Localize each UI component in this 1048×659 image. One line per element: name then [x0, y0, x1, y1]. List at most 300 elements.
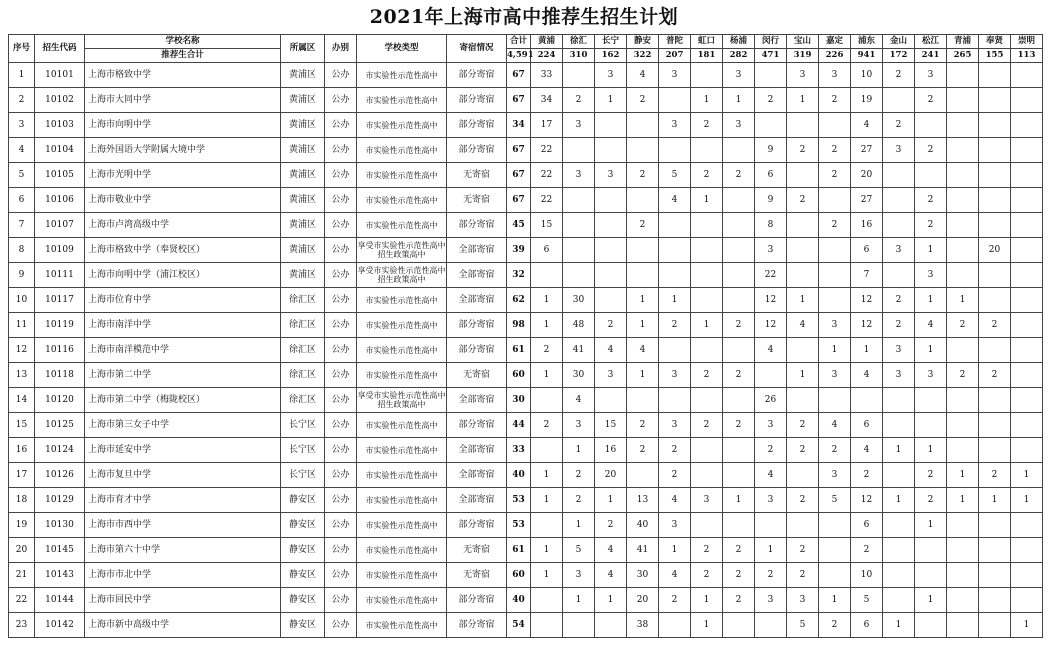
row-district-quota	[979, 163, 1011, 188]
row-district-quota	[627, 388, 659, 413]
row-district-quota: 2	[883, 113, 915, 138]
row-district-quota: 3	[563, 113, 595, 138]
row-total: 45	[507, 213, 531, 238]
row-district-quota	[563, 138, 595, 163]
row-district-quota: 3	[723, 63, 755, 88]
header-district-col: 崇明	[1011, 35, 1043, 49]
header-district-total: 310	[563, 49, 595, 63]
row-school-type: 市实验性示范性高中	[357, 188, 447, 213]
row-district-quota: 2	[787, 438, 819, 463]
row-district-quota	[883, 538, 915, 563]
header-district-total: 113	[1011, 49, 1043, 63]
row-district-quota	[883, 463, 915, 488]
header-district-col: 杨浦	[723, 35, 755, 49]
row-school-type: 市实验性示范性高中	[357, 88, 447, 113]
row-district-quota	[819, 388, 851, 413]
row-district-quota: 17	[531, 113, 563, 138]
row-district-quota: 41	[627, 538, 659, 563]
row-district-quota	[595, 238, 627, 263]
row-district-quota: 3	[883, 138, 915, 163]
row-district-quota	[883, 188, 915, 213]
row-district-quota: 3	[659, 63, 691, 88]
row-district-quota: 1	[531, 488, 563, 513]
row-district-quota: 1	[691, 88, 723, 113]
row-district-quota: 2	[883, 63, 915, 88]
row-district-quota: 30	[563, 288, 595, 313]
row-school-type: 市实验性示范性高中	[357, 63, 447, 88]
header-district-col: 奉贤	[979, 35, 1011, 49]
row-district-quota: 4	[659, 188, 691, 213]
row-district-quota: 2	[787, 413, 819, 438]
row-district-quota	[1011, 63, 1043, 88]
row-district-quota	[819, 538, 851, 563]
row-district-quota: 2	[947, 313, 979, 338]
row-district-quota: 19	[851, 88, 883, 113]
header-district-total: 322	[627, 49, 659, 63]
row-district-quota: 2	[531, 413, 563, 438]
row-code: 10120	[35, 388, 85, 413]
row-district-quota	[563, 63, 595, 88]
row-district-quota: 27	[851, 188, 883, 213]
row-run-type: 公办	[325, 138, 357, 163]
table-row	[9, 388, 1043, 413]
table-row	[9, 88, 1043, 113]
row-district: 静安区	[281, 613, 325, 638]
row-district-quota: 2	[787, 138, 819, 163]
row-district: 徐汇区	[281, 338, 325, 363]
row-district: 静安区	[281, 513, 325, 538]
row-boarding: 无寄宿	[447, 538, 507, 563]
row-boarding: 无寄宿	[447, 363, 507, 388]
row-seq: 7	[9, 213, 35, 238]
row-run-type: 公办	[325, 513, 357, 538]
row-district-quota: 3	[659, 513, 691, 538]
row-district-quota	[627, 138, 659, 163]
row-district-quota	[1011, 513, 1043, 538]
header-type: 学校类型	[357, 35, 447, 63]
row-district-quota	[979, 263, 1011, 288]
row-district-quota: 22	[531, 138, 563, 163]
row-district-quota	[947, 538, 979, 563]
row-district-quota: 3	[883, 238, 915, 263]
row-district-quota	[1011, 188, 1043, 213]
row-school-type: 市实验性示范性高中	[357, 288, 447, 313]
row-school-name: 上海市卢湾高级中学	[85, 213, 281, 238]
row-district-quota: 1	[531, 313, 563, 338]
table-row	[9, 463, 1043, 488]
row-district-quota: 3	[915, 363, 947, 388]
row-district-quota	[1011, 388, 1043, 413]
row-district-quota	[819, 188, 851, 213]
row-district-quota: 1	[1011, 463, 1043, 488]
row-boarding: 无寄宿	[447, 163, 507, 188]
row-district-quota	[755, 613, 787, 638]
row-district-quota	[563, 263, 595, 288]
row-district-quota: 1	[595, 488, 627, 513]
table-row	[9, 288, 1043, 313]
row-district-quota: 1	[915, 288, 947, 313]
row-code: 10111	[35, 263, 85, 288]
row-district-quota: 7	[851, 263, 883, 288]
row-district-quota: 1	[947, 488, 979, 513]
row-district-quota: 3	[915, 263, 947, 288]
row-district-quota	[659, 238, 691, 263]
row-district-quota: 2	[691, 163, 723, 188]
table-row	[9, 63, 1043, 88]
row-district-quota	[531, 388, 563, 413]
row-district-quota	[1011, 213, 1043, 238]
row-district-quota: 1	[883, 488, 915, 513]
row-district-quota: 1	[723, 488, 755, 513]
row-boarding: 部分寄宿	[447, 513, 507, 538]
row-code: 10129	[35, 488, 85, 513]
row-district-quota	[979, 213, 1011, 238]
row-district-quota	[883, 388, 915, 413]
row-district-quota: 4	[659, 563, 691, 588]
row-school-name: 上海市向明中学（浦江校区）	[85, 263, 281, 288]
row-district-quota: 5	[787, 613, 819, 638]
row-run-type: 公办	[325, 213, 357, 238]
row-district-quota	[691, 238, 723, 263]
row-district-quota	[1011, 563, 1043, 588]
row-district-quota: 1	[915, 513, 947, 538]
row-district-quota: 12	[851, 313, 883, 338]
row-district-quota: 2	[659, 463, 691, 488]
row-boarding: 全部寄宿	[447, 388, 507, 413]
row-school-name: 上海市南洋模范中学	[85, 338, 281, 363]
row-school-name: 上海市市西中学	[85, 513, 281, 538]
row-code: 10142	[35, 613, 85, 638]
row-district-quota: 2	[819, 138, 851, 163]
row-boarding: 部分寄宿	[447, 588, 507, 613]
row-district-quota: 20	[627, 588, 659, 613]
row-district-quota	[979, 113, 1011, 138]
row-run-type: 公办	[325, 388, 357, 413]
row-district-quota	[755, 513, 787, 538]
row-district-quota	[627, 263, 659, 288]
header-district-total: 471	[755, 49, 787, 63]
row-district-quota: 2	[915, 88, 947, 113]
row-district-quota	[979, 563, 1011, 588]
row-seq: 18	[9, 488, 35, 513]
row-district-quota: 20	[595, 463, 627, 488]
row-district-quota: 3	[723, 113, 755, 138]
header-board: 寄宿情况	[447, 35, 507, 63]
row-district-quota: 3	[659, 363, 691, 388]
row-district-quota: 6	[851, 613, 883, 638]
row-district-quota: 1	[915, 438, 947, 463]
row-district-quota: 2	[563, 463, 595, 488]
row-district-quota	[659, 613, 691, 638]
row-district-quota	[787, 388, 819, 413]
row-district-quota	[947, 63, 979, 88]
row-district-quota: 3	[819, 363, 851, 388]
row-seq: 8	[9, 238, 35, 263]
row-district-quota: 3	[755, 488, 787, 513]
row-district-quota: 4	[595, 338, 627, 363]
header-row-labels	[9, 35, 1043, 49]
table-row	[9, 488, 1043, 513]
table-row	[9, 238, 1043, 263]
row-district-quota	[595, 213, 627, 238]
row-total: 40	[507, 463, 531, 488]
row-district-quota: 1	[691, 588, 723, 613]
row-district-quota	[947, 413, 979, 438]
row-district-quota: 1	[915, 238, 947, 263]
row-district-quota: 1	[787, 288, 819, 313]
row-school-name: 上海市第六十中学	[85, 538, 281, 563]
row-seq: 11	[9, 313, 35, 338]
row-district: 黄浦区	[281, 188, 325, 213]
row-district-quota	[915, 113, 947, 138]
header-district-total: 172	[883, 49, 915, 63]
header-name: 学校名称	[85, 35, 281, 49]
table-row	[9, 138, 1043, 163]
row-district: 徐汇区	[281, 288, 325, 313]
row-boarding: 部分寄宿	[447, 113, 507, 138]
row-district-quota: 22	[531, 163, 563, 188]
row-total: 44	[507, 413, 531, 438]
row-total: 34	[507, 113, 531, 138]
row-total: 67	[507, 188, 531, 213]
row-school-type: 享受市实验性示范性高中招生政策高中	[357, 263, 447, 288]
row-school-type: 市实验性示范性高中	[357, 588, 447, 613]
row-district-quota	[979, 588, 1011, 613]
header-district-col: 虹口	[691, 35, 723, 49]
row-district-quota	[787, 338, 819, 363]
row-district-quota: 4	[851, 113, 883, 138]
row-district-quota: 33	[531, 63, 563, 88]
header-district-col: 普陀	[659, 35, 691, 49]
row-run-type: 公办	[325, 63, 357, 88]
row-boarding: 全部寄宿	[447, 438, 507, 463]
row-district-quota: 1	[691, 313, 723, 338]
row-district-quota	[947, 138, 979, 163]
table-row	[9, 313, 1043, 338]
row-school-type: 市实验性示范性高中	[357, 538, 447, 563]
header-district-total: 155	[979, 49, 1011, 63]
row-run-type: 公办	[325, 413, 357, 438]
header-district-col: 徐汇	[563, 35, 595, 49]
row-code: 10109	[35, 238, 85, 263]
row-district-quota	[723, 513, 755, 538]
row-district-quota: 3	[787, 63, 819, 88]
row-district-quota	[531, 588, 563, 613]
row-seq: 1	[9, 63, 35, 88]
row-district-quota: 1	[563, 513, 595, 538]
row-district-quota: 1	[723, 88, 755, 113]
row-district-quota	[947, 588, 979, 613]
row-seq: 6	[9, 188, 35, 213]
row-district-quota: 2	[819, 213, 851, 238]
row-school-name: 上海市第三女子中学	[85, 413, 281, 438]
row-seq: 13	[9, 363, 35, 388]
table-row	[9, 113, 1043, 138]
row-run-type: 公办	[325, 613, 357, 638]
row-district-quota: 2	[595, 513, 627, 538]
row-district-quota: 2	[819, 613, 851, 638]
row-school-name: 上海市复旦中学	[85, 463, 281, 488]
table-row	[9, 163, 1043, 188]
row-district-quota: 15	[595, 413, 627, 438]
row-district-quota: 2	[755, 88, 787, 113]
row-district-quota	[1011, 438, 1043, 463]
row-district-quota	[1011, 588, 1043, 613]
row-school-name: 上海外国语大学附属大境中学	[85, 138, 281, 163]
row-seq: 23	[9, 613, 35, 638]
row-district-quota: 2	[531, 338, 563, 363]
row-district-quota: 22	[531, 188, 563, 213]
row-district-quota	[691, 513, 723, 538]
row-seq: 14	[9, 388, 35, 413]
row-district-quota	[819, 238, 851, 263]
row-district-quota	[915, 563, 947, 588]
row-code: 10106	[35, 188, 85, 213]
row-district-quota: 30	[563, 363, 595, 388]
row-district-quota	[595, 138, 627, 163]
row-district-quota: 2	[883, 288, 915, 313]
row-district-quota: 2	[979, 463, 1011, 488]
header-district-total: 941	[851, 49, 883, 63]
row-school-name: 上海市位育中学	[85, 288, 281, 313]
row-total: 67	[507, 163, 531, 188]
row-district-quota	[915, 538, 947, 563]
header-district-total: 265	[947, 49, 979, 63]
row-district-quota: 2	[851, 538, 883, 563]
row-district-quota	[1011, 163, 1043, 188]
row-district-quota: 3	[563, 163, 595, 188]
row-district-quota: 6	[755, 163, 787, 188]
row-district-quota	[883, 213, 915, 238]
row-seq: 10	[9, 288, 35, 313]
row-district-quota	[947, 438, 979, 463]
row-district-quota	[819, 563, 851, 588]
row-district-quota: 2	[819, 88, 851, 113]
row-district-quota	[947, 338, 979, 363]
row-district-quota: 30	[627, 563, 659, 588]
row-district-quota: 1	[787, 363, 819, 388]
row-district-quota: 2	[691, 413, 723, 438]
row-district-quota	[595, 288, 627, 313]
row-run-type: 公办	[325, 88, 357, 113]
row-district-quota	[723, 138, 755, 163]
row-boarding: 部分寄宿	[447, 213, 507, 238]
row-district-quota	[691, 63, 723, 88]
row-district-quota: 1	[627, 288, 659, 313]
row-district: 黄浦区	[281, 113, 325, 138]
row-district-quota	[659, 88, 691, 113]
row-district-quota	[627, 463, 659, 488]
row-district-quota	[979, 513, 1011, 538]
row-school-type: 市实验性示范性高中	[357, 363, 447, 388]
row-boarding: 部分寄宿	[447, 413, 507, 438]
row-district-quota	[947, 213, 979, 238]
row-run-type: 公办	[325, 263, 357, 288]
header-total-value: 4,591	[507, 49, 531, 63]
table-header	[9, 35, 1043, 63]
row-district-quota	[531, 438, 563, 463]
header-district: 所属区	[281, 35, 325, 63]
row-district-quota	[659, 388, 691, 413]
table-body	[9, 63, 1043, 638]
row-district-quota: 3	[595, 163, 627, 188]
row-district-quota: 3	[755, 413, 787, 438]
row-district-quota: 9	[755, 138, 787, 163]
row-school-name: 上海市南洋中学	[85, 313, 281, 338]
row-district-quota: 41	[563, 338, 595, 363]
row-district-quota: 1	[531, 463, 563, 488]
row-district-quota: 3	[819, 463, 851, 488]
row-code: 10103	[35, 113, 85, 138]
row-district-quota: 1	[1011, 488, 1043, 513]
row-school-type: 享受市实验性示范性高中招生政策高中	[357, 388, 447, 413]
row-district-quota	[979, 413, 1011, 438]
row-code: 10143	[35, 563, 85, 588]
row-school-type: 市实验性示范性高中	[357, 463, 447, 488]
row-district-quota: 1	[819, 588, 851, 613]
row-boarding: 全部寄宿	[447, 263, 507, 288]
row-district-quota: 2	[691, 363, 723, 388]
row-school-name: 上海市敬业中学	[85, 188, 281, 213]
row-run-type: 公办	[325, 238, 357, 263]
row-district-quota: 2	[627, 213, 659, 238]
row-district-quota	[851, 388, 883, 413]
row-district-quota	[883, 263, 915, 288]
row-district-quota: 3	[755, 588, 787, 613]
row-district-quota: 3	[563, 413, 595, 438]
row-district-quota	[1011, 413, 1043, 438]
row-district-quota: 3	[883, 363, 915, 388]
row-district-quota: 1	[819, 338, 851, 363]
row-district-quota	[979, 138, 1011, 163]
table-row	[9, 363, 1043, 388]
row-district-quota: 2	[659, 588, 691, 613]
row-school-name: 上海市向明中学	[85, 113, 281, 138]
row-district-quota: 2	[915, 463, 947, 488]
row-boarding: 部分寄宿	[447, 338, 507, 363]
row-school-type: 市实验性示范性高中	[357, 563, 447, 588]
row-total: 67	[507, 88, 531, 113]
row-district-quota	[595, 263, 627, 288]
row-boarding: 部分寄宿	[447, 613, 507, 638]
table-row	[9, 613, 1043, 638]
row-district-quota	[659, 138, 691, 163]
header-district-col: 长宁	[595, 35, 627, 49]
row-school-name: 上海市格致中学	[85, 63, 281, 88]
row-district-quota: 3	[595, 363, 627, 388]
row-district-quota	[947, 238, 979, 263]
row-district-quota	[1011, 363, 1043, 388]
row-seq: 9	[9, 263, 35, 288]
header-district-col: 青浦	[947, 35, 979, 49]
row-district-quota: 1	[1011, 613, 1043, 638]
row-district: 长宁区	[281, 413, 325, 438]
row-district-quota	[979, 288, 1011, 313]
row-district-quota: 1	[851, 338, 883, 363]
row-boarding: 部分寄宿	[447, 63, 507, 88]
row-total: 98	[507, 313, 531, 338]
row-district-quota: 1	[787, 88, 819, 113]
row-school-name: 上海市育才中学	[85, 488, 281, 513]
header-district-col: 宝山	[787, 35, 819, 49]
row-district-quota: 2	[723, 588, 755, 613]
row-district-quota	[723, 263, 755, 288]
row-district-quota	[947, 163, 979, 188]
row-district-quota: 34	[531, 88, 563, 113]
row-district-quota: 2	[915, 488, 947, 513]
row-run-type: 公办	[325, 588, 357, 613]
row-code: 10107	[35, 213, 85, 238]
